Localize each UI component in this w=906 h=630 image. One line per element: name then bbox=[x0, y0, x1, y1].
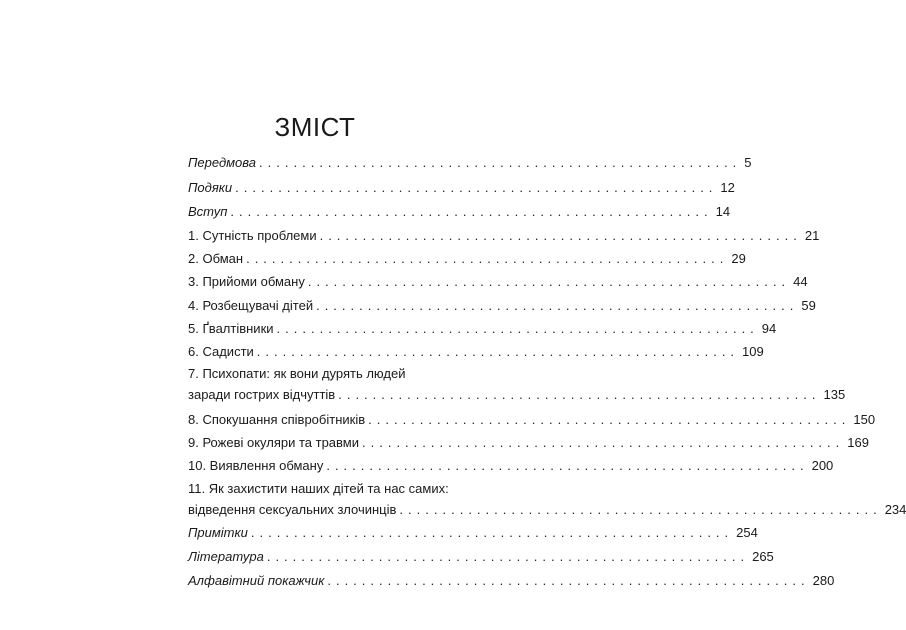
toc-page-number: 12 bbox=[720, 180, 735, 195]
toc-entry-chapter-8[interactable] bbox=[188, 409, 876, 430]
dot-leader: ........................................................ bbox=[338, 387, 821, 402]
dot-leader: ........................................................ bbox=[368, 412, 851, 427]
dot-leader: ........................................................ bbox=[276, 321, 759, 336]
toc-page-number: 29 bbox=[731, 251, 746, 266]
toc-entry-chapter-2[interactable] bbox=[188, 248, 746, 269]
toc-entry-label: Подяки bbox=[188, 180, 233, 195]
dot-leader: ........................................................ bbox=[362, 435, 845, 450]
toc-entry-label: 3. Прийоми обману bbox=[188, 274, 305, 289]
dot-leader: ........................................................ bbox=[246, 251, 729, 266]
toc-entry-label: 5. Ґвалтівники bbox=[188, 321, 274, 336]
dot-leader: ........................................................ bbox=[307, 274, 791, 289]
toc-entry-second-line bbox=[188, 499, 906, 520]
toc-title: ЗМІСТ bbox=[274, 112, 356, 142]
toc-page-number: 44 bbox=[793, 274, 808, 289]
toc-entry-first-line bbox=[188, 363, 456, 384]
toc-entry-first-line bbox=[188, 478, 456, 499]
toc-page-number: 135 bbox=[823, 387, 846, 402]
dot-leader: ........................................................ bbox=[326, 458, 809, 473]
toc-entry-label-line1: 7. Психопати: як вони дурять людей bbox=[188, 366, 406, 381]
dot-leader: ........................................................ bbox=[256, 344, 740, 359]
dot-leader: ........................................................ bbox=[316, 298, 799, 313]
dot-leader: ........................................................ bbox=[235, 180, 718, 195]
toc-page-number: 169 bbox=[847, 435, 869, 450]
toc-entry-label: заради гострих відчуттів bbox=[188, 387, 336, 402]
toc-entry-label: Передмова bbox=[188, 155, 257, 170]
dot-leader: ........................................................ bbox=[259, 155, 742, 170]
toc-entry-chapter-1[interactable] bbox=[188, 225, 820, 246]
toc-entry-label: 6. Садисти bbox=[188, 344, 254, 359]
toc-entry-label: Література bbox=[188, 549, 264, 564]
toc-page-number: 234 bbox=[884, 502, 906, 517]
toc-entry-label: 4. Розбещувачі дітей bbox=[188, 298, 314, 313]
toc-entry-acknowledgements[interactable] bbox=[188, 177, 735, 198]
toc-page-number: 21 bbox=[804, 228, 820, 243]
toc-entry-bibliography[interactable] bbox=[188, 546, 774, 567]
toc-page-number: 5 bbox=[744, 155, 752, 170]
toc-entry-label: 2. Обман bbox=[188, 251, 244, 266]
toc-page-number: 265 bbox=[752, 549, 774, 564]
toc-entry-chapter-6[interactable] bbox=[188, 341, 764, 362]
toc-entry-label: Примітки bbox=[188, 525, 248, 540]
toc-page-number: 280 bbox=[812, 573, 835, 588]
toc-entry-label: Вступ bbox=[188, 204, 228, 219]
toc-page-number: 254 bbox=[736, 525, 758, 540]
toc-entry-label: відведення сексуальних злочинців bbox=[188, 502, 397, 517]
dot-leader: ........................................................ bbox=[230, 204, 713, 219]
toc-page-number: 150 bbox=[853, 412, 876, 427]
dot-leader: ........................................................ bbox=[319, 228, 802, 243]
toc-entry-label: 9. Рожеві окуляри та травми bbox=[188, 435, 359, 450]
toc-entry-index[interactable] bbox=[188, 570, 835, 591]
toc-page-number: 200 bbox=[811, 458, 834, 473]
toc-entry-chapter-4[interactable] bbox=[188, 295, 816, 316]
dot-leader: ........................................................ bbox=[327, 573, 810, 588]
toc-entry-chapter-3[interactable] bbox=[188, 271, 808, 292]
toc-page-number: 59 bbox=[801, 298, 816, 313]
toc-entry-notes[interactable] bbox=[188, 522, 758, 543]
toc-entry-preface[interactable] bbox=[188, 152, 752, 173]
dot-leader: ........................................................ bbox=[266, 549, 750, 564]
toc-entry-label: 8. Спокушання співробітників bbox=[188, 412, 366, 427]
toc-page-number: 94 bbox=[761, 321, 777, 336]
dot-leader: ........................................................ bbox=[399, 502, 882, 517]
toc-entry-introduction[interactable] bbox=[188, 201, 731, 222]
toc-entry-label: 10. Виявлення обману bbox=[188, 458, 324, 473]
toc-entry-chapter-11[interactable] bbox=[188, 478, 906, 520]
toc-entry-label: Алфавітний покажчик bbox=[188, 573, 325, 588]
toc-page-number: 109 bbox=[742, 344, 764, 359]
toc-entry-second-line bbox=[188, 384, 846, 405]
toc-page-number: 14 bbox=[715, 204, 731, 219]
toc-entry-chapter-5[interactable] bbox=[188, 318, 777, 339]
toc-entry-label-line1: 11. Як захистити наших дітей та нас самих: bbox=[188, 481, 449, 496]
toc-entry-chapter-7[interactable] bbox=[188, 363, 846, 405]
toc-entry-chapter-9[interactable] bbox=[188, 432, 869, 453]
toc-entry-label: 1. Сутність проблеми bbox=[188, 228, 317, 243]
dot-leader: ........................................................ bbox=[250, 525, 734, 540]
toc-entry-chapter-10[interactable] bbox=[188, 455, 834, 476]
